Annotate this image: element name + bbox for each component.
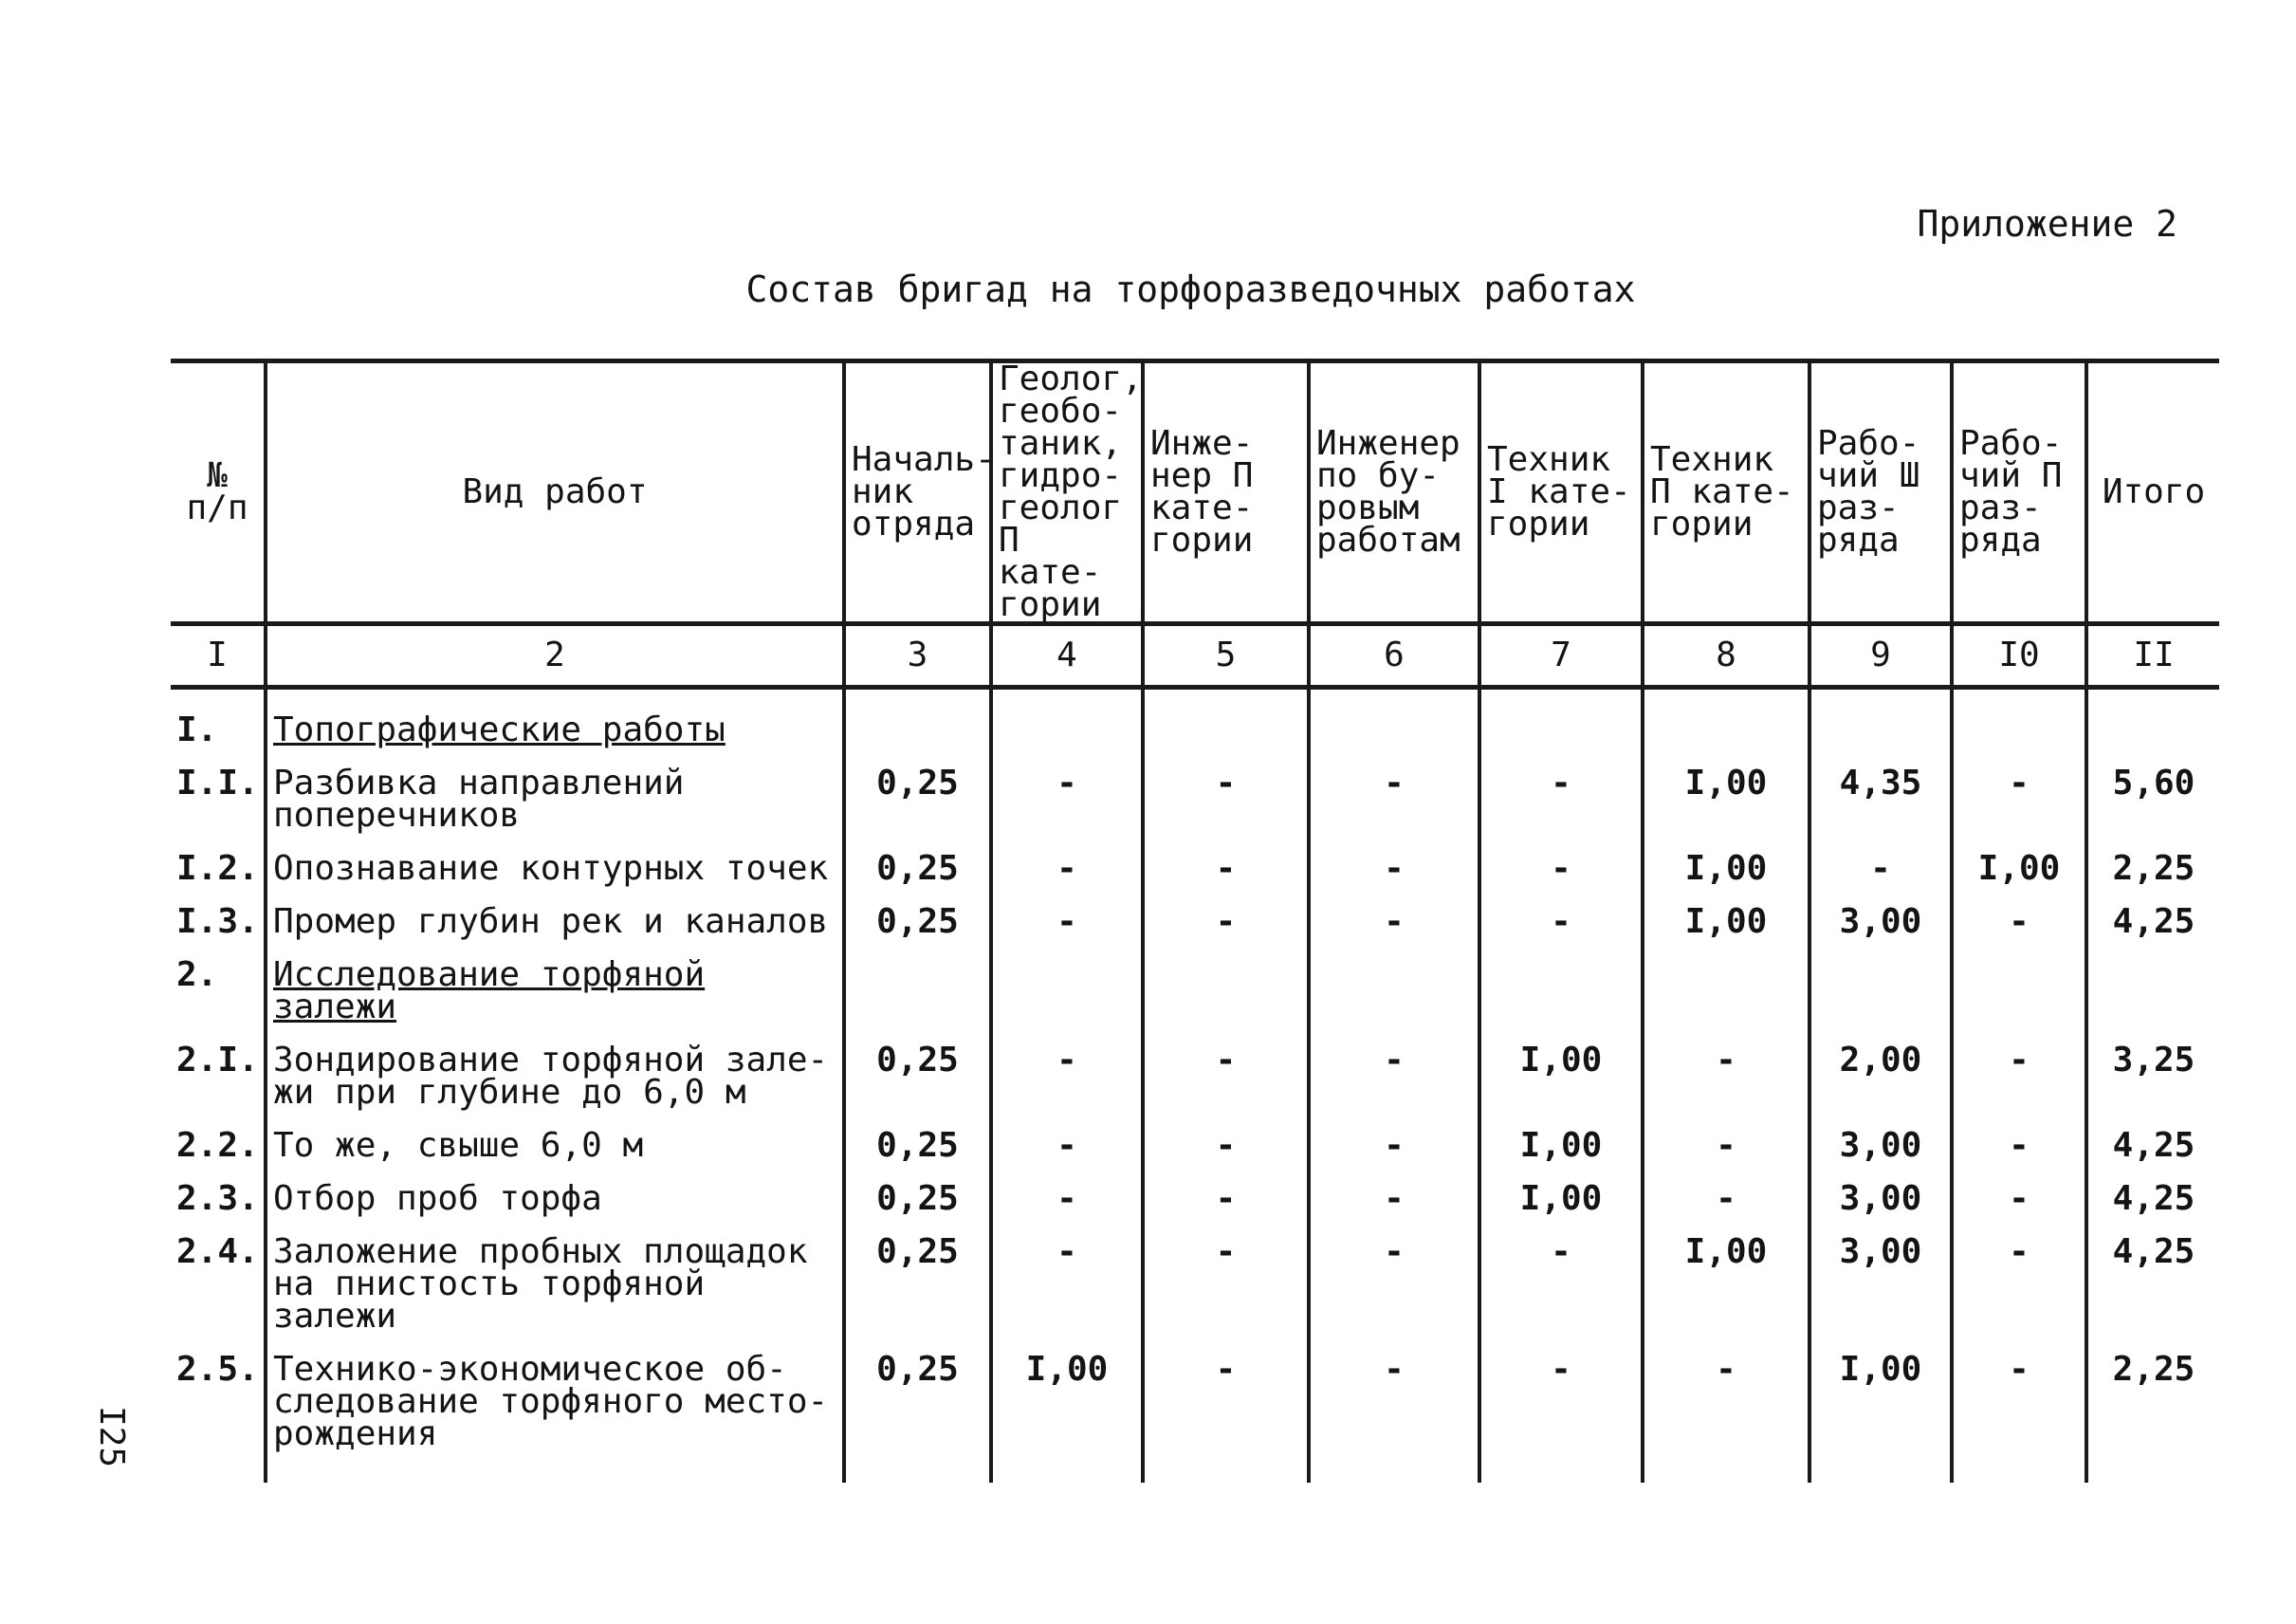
value-cell: - xyxy=(1479,840,1643,893)
value-cell: 0,25 xyxy=(844,754,991,840)
header-cell-work-type: Вид работ xyxy=(266,361,844,624)
table-row xyxy=(171,754,2219,840)
header-cell-worker-2: Рабо-чий П раз-ряда xyxy=(1952,361,2086,624)
column-number: 3 xyxy=(844,624,991,688)
value-cell: I,00 xyxy=(1952,840,2086,893)
table-row xyxy=(171,1170,2219,1223)
column-number-row xyxy=(171,624,2219,688)
value-cell: I,00 xyxy=(1643,893,1809,946)
value-cell xyxy=(1143,946,1309,1031)
value-cell: I,00 xyxy=(1479,1031,1643,1116)
table-row xyxy=(171,1223,2219,1340)
header-row xyxy=(171,361,2219,624)
value-cell: 0,25 xyxy=(844,1340,991,1483)
value-cell: - xyxy=(1143,754,1309,840)
appendix-label: Приложение 2 xyxy=(1917,203,2177,245)
work-type-name: Промер глубин рек и каналов xyxy=(266,893,844,946)
header-cell-total: Итого xyxy=(2086,361,2219,624)
value-cell: I,00 xyxy=(1479,1170,1643,1223)
table-body xyxy=(171,688,2219,1484)
total-cell: 3,25 xyxy=(2086,1031,2219,1116)
section-title: Топографические работы xyxy=(266,688,844,755)
header-cell-chief: Началь-ник отряда xyxy=(844,361,991,624)
value-cell: I,00 xyxy=(1809,1340,1952,1483)
table-row xyxy=(171,840,2219,893)
value-cell: - xyxy=(1479,1340,1643,1483)
value-cell: - xyxy=(991,754,1143,840)
value-cell xyxy=(1809,688,1952,755)
work-type-name: Заложение пробных площадок на пнистость торфяной залежи xyxy=(266,1223,844,1340)
row-number: I.I. xyxy=(176,764,259,803)
value-cell: 0,25 xyxy=(844,1170,991,1223)
value-cell: 3,00 xyxy=(1809,1170,1952,1223)
row-number: 2.I. xyxy=(176,1041,259,1080)
total-cell: 4,25 xyxy=(2086,1170,2219,1223)
value-cell: - xyxy=(1309,754,1479,840)
value-cell: - xyxy=(1143,1340,1309,1483)
total-cell: 4,25 xyxy=(2086,893,2219,946)
header-cell-number: № п/п xyxy=(171,361,266,624)
row-number: 2. xyxy=(176,955,218,994)
value-cell: I,00 xyxy=(1643,840,1809,893)
value-cell: - xyxy=(991,893,1143,946)
value-cell: - xyxy=(1952,754,2086,840)
value-cell: 0,25 xyxy=(844,840,991,893)
value-cell: I,00 xyxy=(991,1340,1143,1483)
value-cell: - xyxy=(1952,1031,2086,1116)
value-cell xyxy=(1809,946,1952,1031)
row-number: I. xyxy=(176,710,218,749)
value-cell xyxy=(991,688,1143,755)
value-cell: 3,00 xyxy=(1809,1116,1952,1170)
value-cell: 3,00 xyxy=(1809,1223,1952,1340)
value-cell: - xyxy=(1143,840,1309,893)
value-cell: 0,25 xyxy=(844,1031,991,1116)
row-number: 2.2. xyxy=(176,1126,259,1165)
value-cell xyxy=(1143,688,1309,755)
value-cell: - xyxy=(991,1170,1143,1223)
header-cell-geologist: Геолог, геобо-таник, гидро-геолог П кате-гории xyxy=(991,361,1143,624)
section-row xyxy=(171,946,2219,1031)
column-number: II xyxy=(2086,624,2219,688)
header-cell-technician-1: Техник I кате-гории xyxy=(1479,361,1643,624)
row-number: 2.4. xyxy=(176,1232,259,1271)
value-cell: - xyxy=(1952,1223,2086,1340)
value-cell xyxy=(1479,946,1643,1031)
column-number: 6 xyxy=(1309,624,1479,688)
row-number: I.2. xyxy=(176,849,259,888)
value-cell: 4,35 xyxy=(1809,754,1952,840)
table-row xyxy=(171,1340,2219,1483)
work-type-name: Разбивка направлений поперечников xyxy=(266,754,844,840)
total-cell xyxy=(2086,946,2219,1031)
value-cell: I,00 xyxy=(1479,1116,1643,1170)
value-cell: - xyxy=(1143,1116,1309,1170)
table-row xyxy=(171,1116,2219,1170)
value-cell: - xyxy=(1643,1340,1809,1483)
value-cell xyxy=(1309,688,1479,755)
value-cell xyxy=(1643,946,1809,1031)
value-cell: - xyxy=(1952,893,2086,946)
table-row xyxy=(171,893,2219,946)
value-cell: - xyxy=(1479,754,1643,840)
column-number: 8 xyxy=(1643,624,1809,688)
value-cell: 3,00 xyxy=(1809,893,1952,946)
work-type-name: Технико-экономическое об-следование торфяного место-рождения xyxy=(266,1340,844,1483)
column-number: 9 xyxy=(1809,624,1952,688)
total-cell: 4,25 xyxy=(2086,1223,2219,1340)
value-cell xyxy=(1643,688,1809,755)
value-cell: - xyxy=(1309,1116,1479,1170)
row-number: 2.5. xyxy=(176,1350,259,1389)
column-number: I xyxy=(171,624,266,688)
header-cell-technician-2: Техник П кате-гории xyxy=(1643,361,1809,624)
header-cell-drilling-engineer: Инженер по бу-ровым работам xyxy=(1309,361,1479,624)
value-cell: - xyxy=(1809,840,1952,893)
section-title: Исследование торфяной залежи xyxy=(266,946,844,1031)
value-cell: - xyxy=(991,1223,1143,1340)
value-cell: - xyxy=(1952,1340,2086,1483)
work-type-name: То же, свыше 6,0 м xyxy=(266,1116,844,1170)
header-cell-engineer: Инже-нер П кате-гории xyxy=(1143,361,1309,624)
value-cell xyxy=(991,946,1143,1031)
value-cell: I,00 xyxy=(1643,1223,1809,1340)
value-cell: - xyxy=(1952,1116,2086,1170)
header-cell-worker-3: Рабо-чий Ш раз-ряда xyxy=(1809,361,1952,624)
column-number: 7 xyxy=(1479,624,1643,688)
value-cell: - xyxy=(1643,1170,1809,1223)
column-number: 5 xyxy=(1143,624,1309,688)
total-cell xyxy=(2086,688,2219,755)
value-cell xyxy=(844,688,991,755)
value-cell: - xyxy=(1143,1170,1309,1223)
column-number: I0 xyxy=(1952,624,2086,688)
value-cell xyxy=(1952,688,2086,755)
total-cell: 2,25 xyxy=(2086,1340,2219,1483)
value-cell: - xyxy=(1309,1340,1479,1483)
value-cell: - xyxy=(1643,1116,1809,1170)
row-number: 2.3. xyxy=(176,1179,259,1218)
total-cell: 2,25 xyxy=(2086,840,2219,893)
value-cell: - xyxy=(1952,1170,2086,1223)
value-cell: - xyxy=(1309,840,1479,893)
value-cell: - xyxy=(1309,1031,1479,1116)
document-title: Состав бригад на торфоразведочных работах xyxy=(745,268,1636,310)
value-cell: - xyxy=(1479,893,1643,946)
value-cell: 0,25 xyxy=(844,1223,991,1340)
brigade-composition-table xyxy=(171,359,2219,1483)
value-cell: - xyxy=(1309,893,1479,946)
value-cell xyxy=(1952,946,2086,1031)
value-cell: 2,00 xyxy=(1809,1031,1952,1116)
value-cell xyxy=(844,946,991,1031)
row-number: I.3. xyxy=(176,902,259,941)
total-cell: 5,60 xyxy=(2086,754,2219,840)
value-cell: - xyxy=(1643,1031,1809,1116)
value-cell: - xyxy=(1143,1223,1309,1340)
value-cell: - xyxy=(991,840,1143,893)
total-cell: 4,25 xyxy=(2086,1116,2219,1170)
value-cell: I,00 xyxy=(1643,754,1809,840)
work-type-name: Опознавание контурных точек xyxy=(266,840,844,893)
table-row xyxy=(171,1031,2219,1116)
value-cell: - xyxy=(1309,1223,1479,1340)
value-cell: - xyxy=(1479,1223,1643,1340)
value-cell xyxy=(1479,688,1643,755)
value-cell: - xyxy=(1143,893,1309,946)
value-cell: 0,25 xyxy=(844,893,991,946)
value-cell xyxy=(1309,946,1479,1031)
work-type-name: Зондирование торфяной зале-жи при глубине до 6,0 м xyxy=(266,1031,844,1116)
page-number: I25 xyxy=(92,1406,131,1468)
value-cell: - xyxy=(1143,1031,1309,1116)
column-number: 2 xyxy=(266,624,844,688)
work-type-name: Отбор проб торфа xyxy=(266,1170,844,1223)
section-row xyxy=(171,688,2219,755)
value-cell: - xyxy=(1309,1170,1479,1223)
column-number: 4 xyxy=(991,624,1143,688)
value-cell: - xyxy=(991,1116,1143,1170)
value-cell: 0,25 xyxy=(844,1116,991,1170)
value-cell: - xyxy=(991,1031,1143,1116)
